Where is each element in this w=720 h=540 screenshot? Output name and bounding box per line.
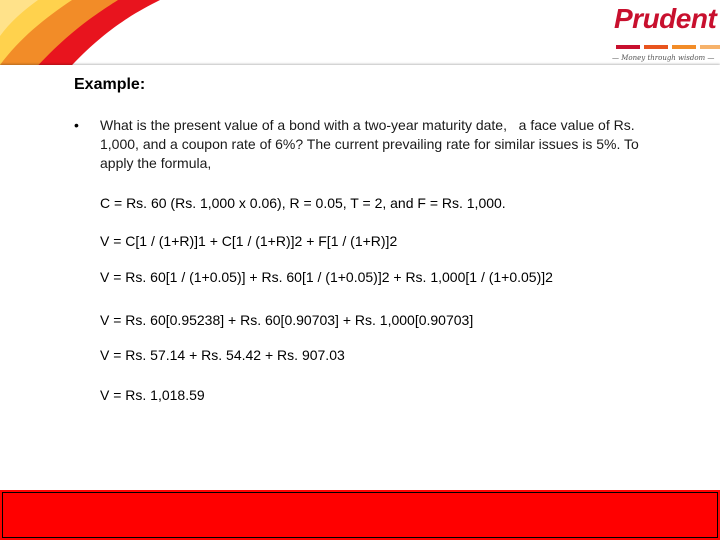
logo-bar — [644, 45, 668, 49]
bullet-icon: • — [74, 117, 79, 133]
formula-line-factors: V = Rs. 60[0.95238] + Rs. 60[0.90703] + Rs. 1,000[0.90703] — [100, 312, 474, 328]
logo-wordmark: Prudent — [614, 3, 717, 34]
formula-line-substituted: V = Rs. 60[1 / (1+0.05)] + Rs. 60[1 / (1+0.05)]2 + Rs. 1,000[1 / (1+0.05)]2 — [100, 269, 553, 285]
logo-bar — [700, 45, 720, 49]
question-text: What is the present value of a bond with a two-year maturity date, a face value of Rs. 1,000, and a coupon rate of 6%? The current prevailing rate for similar issues is 5%. To apply the formula, — [100, 117, 643, 171]
logo-tagline: — Money through wisdom — — [612, 54, 715, 62]
logo-color-bars — [616, 45, 720, 49]
slide-heading: Example: — [74, 76, 146, 93]
formula-line-terms: V = Rs. 57.14 + Rs. 54.42 + Rs. 907.03 — [100, 347, 345, 363]
prudent-logo — [606, 2, 718, 64]
footer-frame — [2, 492, 718, 538]
formula-line-result: V = Rs. 1,018.59 — [100, 387, 205, 403]
formula-line-general: V = C[1 / (1+R)]1 + C[1 / (1+R)]2 + F[1 / (1+R)]2 — [100, 233, 398, 249]
formula-line-given: C = Rs. 60 (Rs. 1,000 x 0.06), R = 0.05, T = 2, and F = Rs. 1,000. — [100, 195, 506, 211]
logo-bar — [616, 45, 640, 49]
footer-band — [0, 490, 720, 540]
logo-bar — [672, 45, 696, 49]
